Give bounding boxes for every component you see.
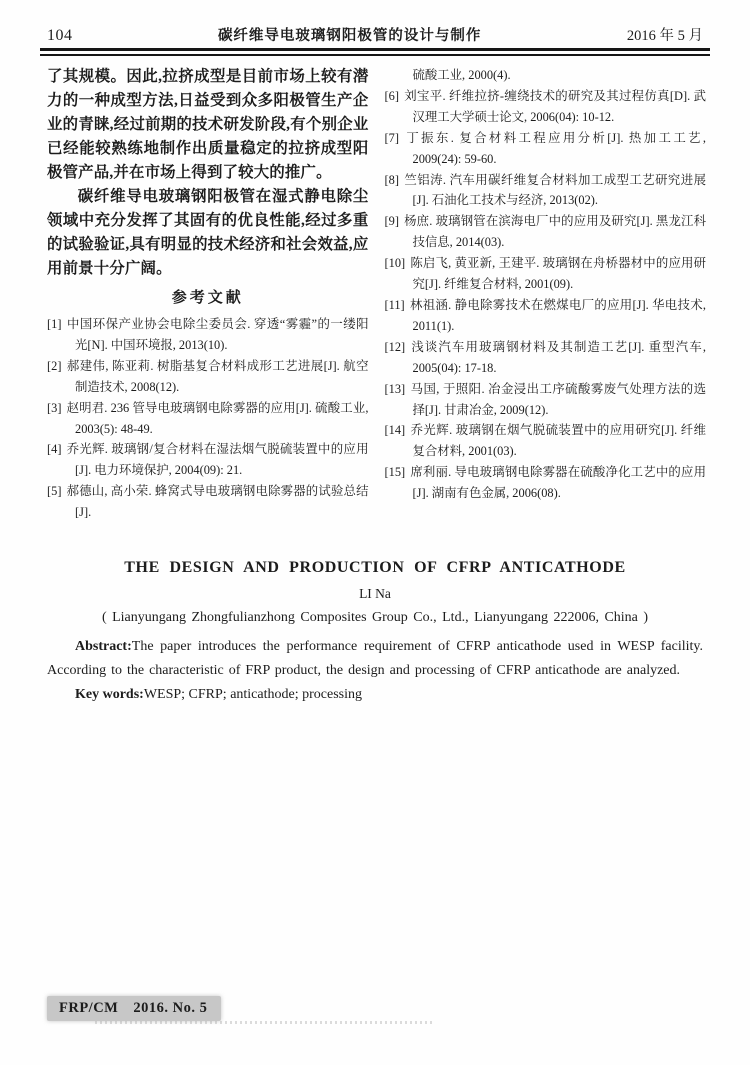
reference-label: [7] — [384, 130, 399, 145]
journal-footer-mark — [47, 996, 221, 1021]
issue-date: 2016 年 5 月 — [626, 28, 703, 44]
reference-item-10 — [385, 253, 707, 295]
reference-text: 杨庶. 玻璃钢管在滨海电厂中的应用及研究[J]. 黑龙江科技信息, 2014(03). — [403, 214, 706, 250]
reference-label: [6] — [384, 88, 399, 103]
right-column — [385, 65, 707, 504]
reference-text: 中国环保产业协会电除尘委员会. 穿透“雾霾”的一缕阳光[N]. 中国环境报, 2013(10). — [66, 317, 369, 352]
left-column — [47, 65, 369, 523]
reference-text: 竺铝涛. 汽车用碳纤维复合材料加工成型工艺研究进展[J]. 石油化工技术与经济, 2013(02). — [403, 172, 706, 208]
reference-label: [4] — [47, 442, 62, 457]
english-keywords — [47, 683, 703, 707]
english-author: LI Na — [359, 586, 391, 602]
reference-item-6 — [385, 86, 707, 128]
reference-label: [5] — [47, 484, 62, 499]
reference-label: [15] — [384, 465, 406, 480]
reference-item-8 — [385, 170, 707, 212]
reference-item-3 — [47, 398, 369, 440]
journal-footer-text: FRP/CM 2016. No. 5 — [59, 1000, 208, 1016]
reference-text: 郝德山, 高小荣. 蜂窝式导电玻璃钢电除雾器的试验总结[J]. — [66, 484, 369, 520]
keywords-label: Key words: — [75, 687, 144, 703]
reference-text: 刘宝平. 纤维拉挤-缠绕技术的研究及其过程仿真[D]. 武汉理工大学硕士论文, 2006(04): 10-12. — [403, 88, 706, 124]
reference-text: 林祖涵. 静电除雾技术在燃煤电厂的应用[J]. 华电技术, 2011(1). — [409, 297, 706, 333]
page-number: 104 — [47, 27, 73, 44]
reference-item-9 — [385, 211, 707, 253]
reference-label: [12] — [384, 339, 406, 354]
scan-noise-artifact — [95, 1021, 435, 1024]
reference-label: [13] — [384, 381, 406, 396]
reference-text: 赵明君. 236 管导电玻璃钢电除雾器的应用[J]. 硫酸工业, 2003(5): 48-49. — [66, 400, 369, 436]
reference-item-5-continuation — [385, 65, 707, 86]
reference-label: [11] — [384, 297, 405, 312]
reference-text: 郝建伟, 陈亚莉. 树脂基复合材料成形工艺进展[J]. 航空制造技术, 2008(12). — [66, 358, 369, 394]
english-abstract-section — [47, 559, 703, 707]
reference-text: 陈启飞, 黄亚新, 王建平. 玻璃钢在舟桥器材中的应用研究[J]. 纤维复合材料, 2001(09). — [410, 256, 706, 292]
reference-text: 乔光辉. 玻璃钢/复合材料在湿法烟气脱硫装置中的应用[J]. 电力环境保护, 2004(09): 21. — [66, 442, 369, 478]
english-affiliation: ( Lianyungang Zhongfulianzhong Composites Group Co., Ltd., Lianyungang 222006, China ) — [101, 610, 649, 626]
page-header — [47, 24, 703, 45]
reference-item-7 — [385, 128, 707, 170]
reference-item-11 — [385, 295, 707, 337]
running-title: 碳纤维导电玻璃钢阳极管的设计与制作 — [217, 28, 482, 44]
english-title: THE DESIGN AND PRODUCTION OF CFRP ANTICATHODE — [124, 559, 626, 577]
reference-item-4 — [47, 439, 369, 481]
reference-text: 硫酸工业, 2000(4). — [412, 68, 511, 82]
reference-label: [8] — [384, 172, 399, 187]
reference-text: 马国, 于照阳. 冶金浸出工序硫酸雾废气处理方法的选择[J]. 甘肃冶金, 2009(12). — [410, 381, 706, 417]
reference-text: 浅谈汽车用玻璃钢材料及其制造工艺[J]. 重型汽车, 2005(04): 17-18. — [410, 339, 706, 375]
reference-item-2 — [47, 356, 369, 398]
header-double-rule — [40, 48, 710, 56]
reference-item-12 — [385, 337, 707, 379]
two-column-body — [47, 65, 706, 523]
reference-label: [14] — [384, 423, 406, 438]
abstract-text: The paper introduces the performance requirement of CFRP anticathode used in WESP facility. According to the characteristic of FRP product, the design and processing of CFRP anticathode are analyzed. — [47, 639, 703, 678]
reference-label: [10] — [384, 256, 406, 271]
reference-label: [3] — [47, 400, 62, 415]
reference-label: [1] — [47, 317, 62, 331]
reference-label: [2] — [47, 358, 62, 373]
reference-text: 乔光辉. 玻璃钢在烟气脱硫装置中的应用研究[J]. 纤维复合材料, 2001(03). — [410, 423, 706, 459]
reference-item-14 — [385, 420, 707, 462]
body-paragraph-continued: 了其规模。因此,拉挤成型是目前市场上较有潜力的一种成型方法,日益受到众多阳极管生产企业的青睐,经过前期的技术研发阶段,有个别企业已经能较熟练地制作出质量稳定的拉挤成型阳极管产品,并在市场上得到了较大的推广。 — [47, 68, 369, 181]
reference-item-1 — [47, 314, 369, 356]
english-abstract — [47, 635, 703, 682]
reference-label: [9] — [384, 214, 399, 229]
reference-item-15 — [385, 462, 707, 504]
reference-item-5 — [47, 481, 369, 523]
reference-item-13 — [385, 379, 707, 421]
body-paragraph-conclusion: 碳纤维导电玻璃钢阳极管在湿式静电除尘领域中充分发挥了其固有的优良性能,经过多重的试验验证,具有明显的技术经济和社会效益,应用前景十分广阔。 — [47, 188, 369, 277]
reference-text: 席利丽. 导电玻璃钢电除雾器在硫酸净化工艺中的应用[J]. 湖南有色金属, 2006(08). — [410, 465, 706, 501]
references-heading: 参考文献 — [171, 290, 244, 306]
reference-text: 丁振东. 复合材料工程应用分析[J]. 热加工工艺, 2009(24): 59-60. — [403, 130, 706, 166]
keywords-text: WESP; CFRP; anticathode; processing — [143, 687, 362, 703]
abstract-label: Abstract: — [75, 639, 132, 655]
